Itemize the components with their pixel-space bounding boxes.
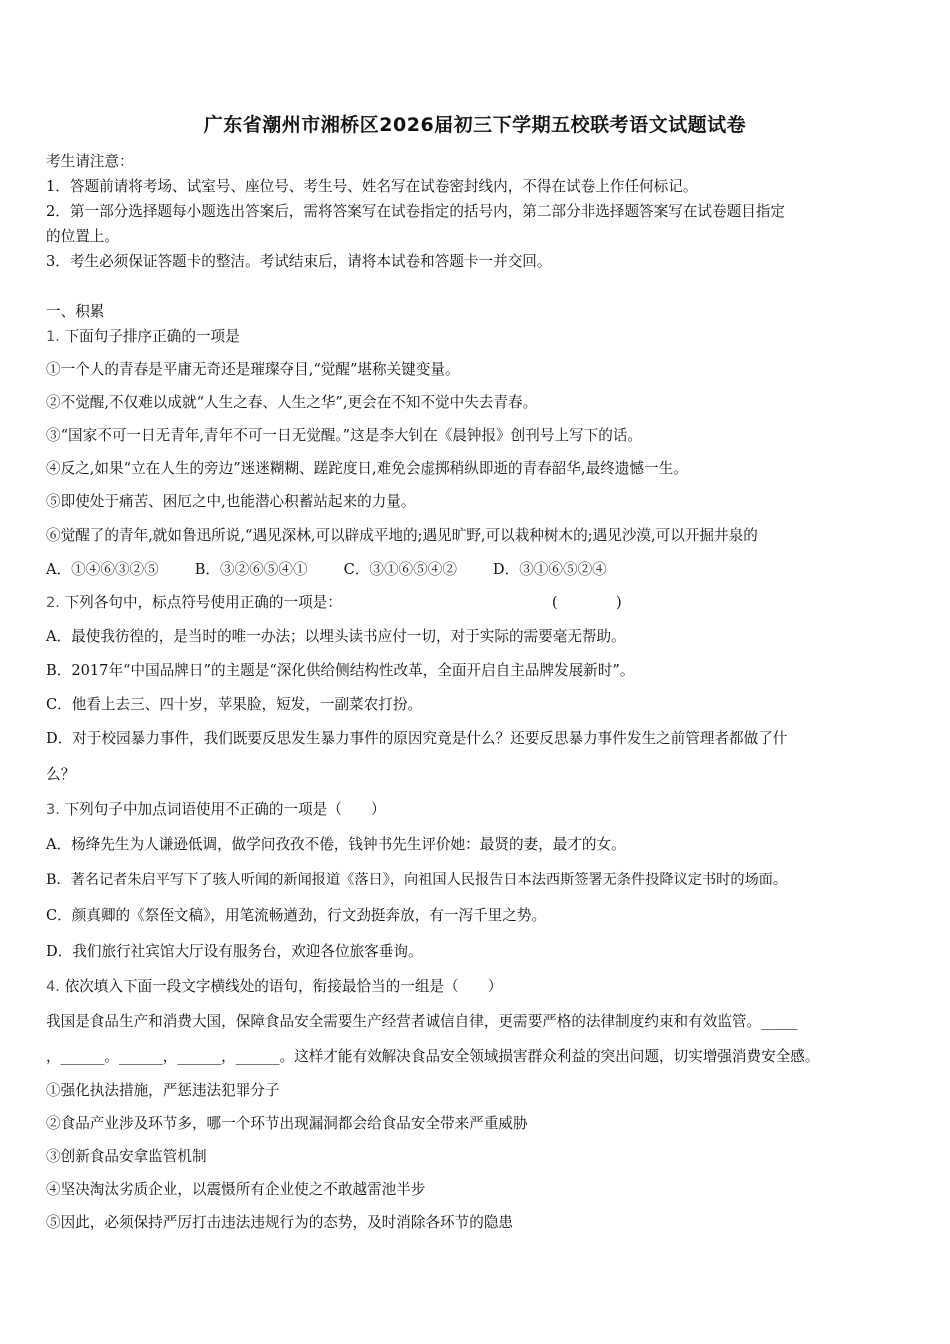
- notice-item: 1．答题前请将考场、试室号、座位号、考生号、姓名写在试卷密封线内，不得在试卷上作任何标记。: [46, 178, 698, 195]
- option-b: B．2017年“中国品牌日”的主题是“深化供给侧结构性改革，全面开启自主品牌发展新时”。: [46, 662, 635, 679]
- option-c: C．颜真卿的《祭侄文稿》，用笔流畅遒劲，行文劲挺奔放，有一泻千里之势。: [46, 907, 547, 924]
- question-text: 依次填入下面一段文字横线处的语句，衔接最恰当的一组是（ ）: [64, 978, 503, 995]
- choice-item: ⑤因此，必须保持严厉打击违法违规行为的态势，及时消除各环节的隐患: [46, 1214, 514, 1231]
- option-b: B．著名记者朱启平写下了骇人听闻的新闻报道《落日》，向祖国人民报告日本法西斯签署无条件投降议定书时的场面。: [46, 872, 788, 888]
- question-4-stem: [46, 977, 502, 997]
- choice-item: ①强化执法措施，严惩违法犯罪分子: [46, 1082, 280, 1099]
- notice-item: 2．第一部分选择题每小题选出答案后，需将答案写在试卷指定的括号内，第二部分非选择题答案写在试卷题目指定: [46, 203, 785, 220]
- sentence-item: ①一个人的青春是平庸无奇还是璀璨夺目,“觉醒”堪称关键变量。: [46, 361, 460, 378]
- option-d: D．对于校园暴力事件，我们既要反思发生暴力事件的原因究竟是什么？还要反思暴力事件发生之前管理者都做了什: [46, 730, 788, 747]
- answer-bracket: ( ): [551, 594, 622, 611]
- question-1-options: [46, 560, 607, 580]
- sentence-item: ②不觉醒,不仅难以成就“人生之春、人生之华”,更会在不知不觉中失去青春。: [46, 394, 538, 411]
- question-text: 下列各句中，标点符号使用正确的一项是：: [64, 594, 342, 611]
- page-title: 广东省潮州市湘桥区2026届初三下学期五校联考语文试题试卷: [203, 114, 747, 136]
- option-d: D．③①⑥⑤②④: [492, 561, 607, 578]
- sentence-item: ⑥觉醒了的青年,就如鲁迅所说,“遇见深林,可以辟成平地的;遇见旷野,可以栽种树木的;遇见沙漠,可以开掘井泉的: [46, 527, 758, 544]
- choice-item: ④坚决淘汰劣质企业，以震慑所有企业使之不敢越雷池半步: [46, 1181, 426, 1198]
- sentence-item: ⑤即使处于痛苦、困厄之中,也能潜心积蓄站起来的力量。: [46, 493, 416, 510]
- question-2-stem: [46, 593, 622, 613]
- question-text: 下列句子中加点词语使用不正确的一项是（ ）: [64, 801, 386, 818]
- question-number: 1.: [46, 328, 60, 345]
- notice-heading: 考生请注意：: [46, 153, 134, 170]
- option-c: C．③①⑥⑤④②: [343, 561, 457, 578]
- choice-item: ②食品产业涉及环节多，哪一个环节出现漏洞都会给食品安全带来严重威胁: [46, 1115, 528, 1132]
- option-d: D．我们旅行社宾馆大厅设有服务台，欢迎各位旅客垂询。: [46, 943, 423, 960]
- sentence-item: ③“国家不可一日无青年,青年不可一日无觉醒。”这是李大钊在《晨钟报》创刊号上写下的话。: [46, 427, 643, 444]
- option-a: A．杨绛先生为人谦逊低调，做学问孜孜不倦，钱钟书先生评价她：最贤的妻，最才的女。: [46, 836, 626, 853]
- question-text: 下面句子排序正确的一项是: [64, 328, 240, 345]
- question-3-stem: [46, 800, 386, 820]
- question-number: 4.: [46, 978, 60, 995]
- option-a: A．①④⑥③②⑤: [46, 561, 159, 578]
- section-heading: 一、积累: [46, 303, 105, 320]
- option-b: B．③②⑥⑤④①: [194, 561, 308, 578]
- passage-line: 我国是食品生产和消费大国，保障食品安全需要生产经营者诚信自律，更需要严格的法律制度约束和有效监管。_____: [46, 1013, 798, 1030]
- option-a: A．最使我彷徨的，是当时的唯一办法；以埋头读书应付一切，对于实际的需要毫无帮助。: [46, 628, 626, 645]
- question-number: 3.: [46, 801, 60, 818]
- passage-line: ，______。______，______，______。这样才能有效解决食品安全领域损害群众利益的突出问题，切实增强消费安全感。: [46, 1048, 820, 1065]
- question-number: 2.: [46, 594, 60, 611]
- choice-item: ③创新食品安拿监管机制: [46, 1148, 207, 1165]
- sentence-item: ④反之,如果“立在人生的旁边”迷迷糊糊、蹉跎度日,难免会虚掷稍纵即逝的青春韶华,最终遗憾一生。: [46, 460, 688, 477]
- option-d-continued: 么？: [46, 766, 76, 783]
- notice-item: 的位置上。: [46, 228, 119, 245]
- notice-item: 3．考生必须保证答题卡的整洁。考试结束后，请将本试卷和答题卡一并交回。: [46, 253, 552, 270]
- option-c: C．他看上去三、四十岁，苹果脸，短发，一副菜农打扮。: [46, 696, 423, 713]
- question-1-stem: [46, 327, 240, 347]
